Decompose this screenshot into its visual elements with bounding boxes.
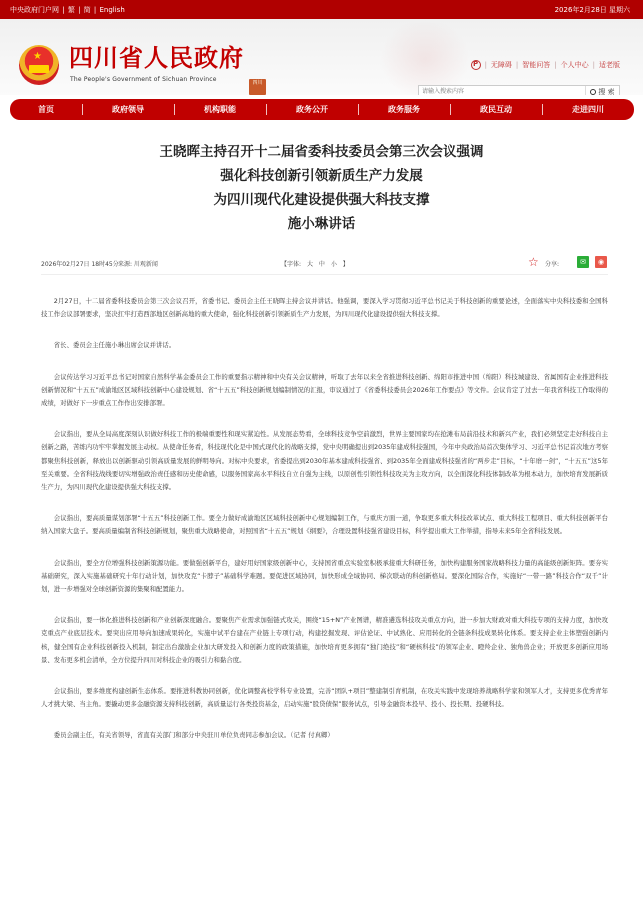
weibo-share-icon[interactable]: ◉ (595, 256, 607, 268)
title-line: 为四川现代化建设提供强大科技支撑 (213, 192, 430, 208)
font-size-medium[interactable]: 中 (318, 261, 325, 268)
paragraph: 会议指出，要多维度构建创新生态体系。要推进科教协同创新，优化调整高校学科专业设置，完善“团队+项目”整建制引育机制，在攻关实践中发现培养战略科学家和领军人才，支持更多优秀青年人才挑大梁、当主角。要撬动更多金融资源支持科技创新，高质量运行各类投资基金，启动实施“股贷债保”服务试点，引导金融资本投早、投小、投长期、投硬科技。 (41, 687, 608, 709)
site-title[interactable]: 四川省人民政府 (69, 44, 244, 72)
nav-gov-services[interactable]: 政务服务 (358, 104, 450, 115)
main-nav (10, 99, 634, 120)
article-body (41, 295, 608, 761)
top-bar (0, 0, 643, 19)
link-elderly-mode[interactable]: 适老版 (599, 61, 620, 69)
paragraph: 委员会副主任，有关省领导，省直有关部门和部分中央驻川单位负责同志参加会议。（记者 付真卿） (53, 731, 334, 740)
separator: | (62, 5, 65, 14)
nav-gov-affairs-open[interactable]: 政务公开 (266, 104, 358, 115)
font-size-large[interactable]: 大 (306, 261, 313, 268)
link-smart-qa[interactable]: 智能问答 (522, 61, 551, 69)
separator: | (93, 5, 97, 14)
share-label: 分享: (545, 261, 560, 268)
nav-home[interactable]: 首页 (38, 105, 54, 114)
title-line: 强化科技创新引领新质生产力发展 (220, 168, 423, 184)
search-button-label: 搜 索 (598, 87, 615, 95)
national-emblem-icon[interactable]: ★ (19, 45, 59, 85)
font-size-control (279, 259, 351, 268)
font-label: 【字体: (281, 261, 302, 268)
search-input[interactable] (419, 86, 585, 95)
utility-links: P | 无障碍 | 智能问答 | 个人中心 | 适老版 (471, 60, 620, 70)
link-english[interactable]: English (99, 5, 125, 14)
link-central-gov[interactable]: 中央政府门户网 (10, 5, 59, 14)
article (0, 140, 643, 740)
accessibility-p-icon[interactable]: P (471, 60, 481, 70)
title-line: 施小琳讲话 (287, 216, 356, 232)
nav-agency-functions[interactable]: 机构职能 (174, 104, 266, 115)
search-icon (590, 89, 596, 95)
title-line: 王晓晖主持召开十二届省委科技委员会第三次会议强调 (159, 144, 484, 160)
nav-gov-leaders[interactable]: 政府领导 (82, 104, 174, 115)
nav-about-sichuan[interactable]: 走进四川 (542, 104, 634, 115)
article-meta (41, 255, 608, 275)
link-personal-center[interactable]: 个人中心 (560, 61, 589, 69)
current-date: 2026年2月28日 星期六 (554, 5, 630, 14)
separator: | (78, 5, 81, 14)
top-links (10, 5, 126, 15)
site-header (0, 19, 643, 95)
publish-date: 2026年02月27日 18时45分 (41, 261, 119, 268)
sichuan-map-watermark (380, 19, 470, 95)
paragraph: 省长、委员会主任施小琳出席会议并讲话。 (53, 341, 176, 350)
link-accessibility[interactable]: 无障碍 (490, 61, 512, 69)
link-simplified[interactable]: 简 (83, 5, 91, 14)
paragraph: 会议指出，要一体化推进科技创新和产业创新深度融合。要聚焦产业需求加强链式攻关，围绕“15+N”产业图谱，精准遴选科技攻关重点方向，进一步加大财政对重大科技专项的支持力度，加快攻克重点产业底层技术。要突出应用导向加速成果转化，实施中试平台建在产业链上专项行动，构建挖掘发现、评估论证、中试熟化、应用转化的全链条科技成果转化体系。要支持企业主体塑强创新内核，健全国有企业科技创新投入机制，制定出台激励企业加大研发投入和创新力度的政策措施，加快培育更多拥有“独门绝技”和“硬核科技”的领军企业、瞪羚企业、独角兽企业；开放更多创新应用场景、发布更多机会清单，全方位提升四川对科技企业的吸引力和黏合度。 (41, 616, 608, 664)
search-box (418, 85, 620, 95)
site-subtitle: The People's Government of Sichuan Province (70, 76, 217, 83)
search-button[interactable] (585, 86, 619, 95)
nav-interaction[interactable]: 政民互动 (450, 104, 542, 115)
seal-logo-icon: 四川 (249, 79, 266, 95)
font-size-small[interactable]: 小 (330, 261, 337, 268)
wechat-share-icon[interactable]: ✉ (577, 256, 589, 268)
paragraph: 会议传达学习习近平总书记对国家自然科学基金委员会工作的重要指示精神和中央有关会议精神，听取了去年以来全省推进科技创新、绵阳市推进中国（绵阳）科技城建设、省属国有企业推进科技创新情况和“十五五”成渝地区区域科技创新中心建设规划、省“十五五”科技创新规划编制情况的汇报，审议通过了《省委科技委员会2026年工作要点》等文件。会议肯定了过去一年我省科技工作取得的成绩，对做好下一步重点工作作出安排部署。 (41, 372, 608, 408)
link-traditional[interactable]: 繁 (67, 5, 75, 14)
paragraph: 会议指出，要高质量谋划部署“十五五”科技创新工作。要全力做好成渝地区区域科技创新中心规划编制工作，与重庆方面一道，争取更多重大科技改革试点、重大科技工程项目、重大科技创新平台纳入国家大盘子。要高质量编制省科技创新规划，聚焦重大战略使命，对照国省“十五五”规划《纲要》，合理设置科技强省建设目标，科学提出重大工作举措，指导未来5年全省科技发展。 (41, 514, 608, 536)
paragraph: 会议指出，要全方位增强科技创新策源功能。要做强创新平台，建好用好国家级创新中心，支持国省重点实验室积极承接重大科研任务，加快构建服务国家战略科技力量的高能级创新矩阵。要夯实基础研究，深入实施基础研究十年行动计划，加快攻克“卡脖子”基础科学难题。要促进区域协同，加快形成全域协同、梯次联动的科创新格局。要深化国际合作，实施好“一带一路”科技合作“双千”计划，进一步增强对全球创新资源的集聚和配置能力。 (41, 558, 608, 594)
paragraph: 会议指出，要从全局高度深刻认识做好科技工作的极端重要性和现实紧迫性。从发展态势看，全球科技竞争空前激烈，世界主要国家均在抢滩布局前沿技术和新兴产业，我们必须坚定走好科技自主创新之路，苦练内功牢牢掌握发展主动权。从使命任务看，科技现代化是中国式现代化的战略支撑，党中央明确提出到2035年建成科技强国，今年中央政治局首次集体学习、习近平总书记首次地方考察都聚焦科技创新，释放出以创新驱动引领高质量发展的鲜明导向。对标中央要求，省委提出到2030年基本建成科技强省、到2035年全面建成科技强省的“两步走”目标，“十年磨一剑”，“十五五”这5年至关重要。全省科技战线要切实增强政治责任感和历史使命感，以服务国家高水平科技自立自强为主线，以原创性引领性科技攻关为主攻方向，以全面深化科技体制改革为根本动力，加快培育发展新质生产力，为四川现代化建设提供强大科技支撑。 (41, 430, 608, 492)
favorite-star-icon[interactable]: ☆ (528, 255, 539, 269)
article-title (0, 140, 643, 236)
article-source: 来源: 川观新闻 (118, 261, 158, 268)
paragraph: 2月27日，十二届省委科技委员会第三次会议召开，省委书记、委员会主任王晓晖主持会议并讲话。他强调，要深入学习贯彻习近平总书记关于科技创新的重要论述，全面落实中央科技委和全国科技工作会议部署要求，坚决扛牢打造西部地区创新高地的重大使命，强化科技创新引领新质生产力发展，为四川现代化建设提供强大科技支撑。 (41, 297, 608, 319)
font-label-close: 】 (342, 261, 349, 268)
